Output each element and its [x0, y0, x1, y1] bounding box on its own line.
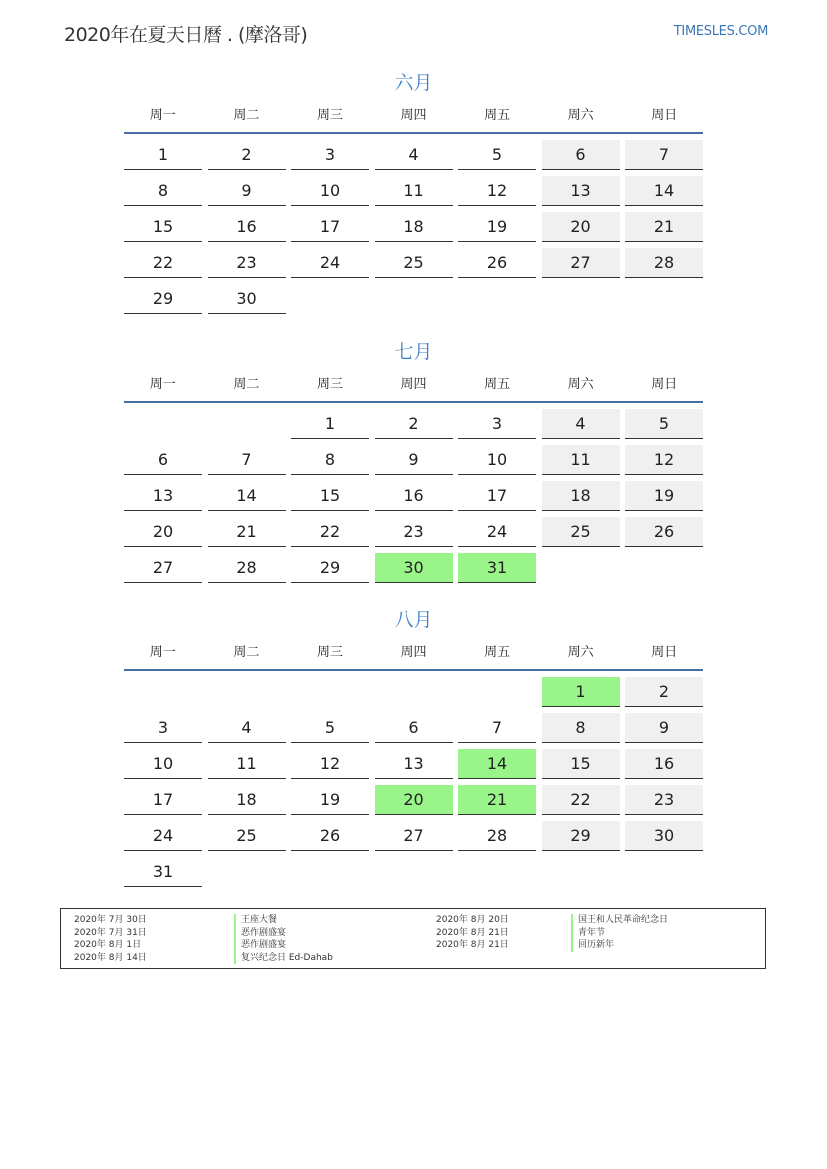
day-cell[interactable]: 28	[625, 248, 703, 278]
day-cell[interactable]: 25	[375, 248, 453, 278]
day-cell[interactable]: 24	[291, 248, 369, 278]
site-name[interactable]: TIMESLES.COM	[673, 24, 768, 39]
day-cell[interactable]: 27	[542, 248, 620, 278]
day-cell[interactable]: 2	[208, 140, 286, 170]
empty-cell	[208, 409, 286, 439]
day-cell[interactable]: 3	[124, 713, 202, 743]
day-cell[interactable]: 3	[458, 409, 536, 439]
empty-cell	[458, 677, 536, 707]
holiday-name: 恶作剧盛宴	[234, 927, 333, 940]
day-cell[interactable]: 11	[208, 749, 286, 779]
empty-cell	[208, 677, 286, 707]
day-cell[interactable]: 10	[458, 445, 536, 475]
day-cell[interactable]: 9	[375, 445, 453, 475]
day-cell[interactable]: 29	[542, 821, 620, 851]
month-title: 七月	[394, 341, 433, 363]
day-cell[interactable]: 4	[375, 140, 453, 170]
day-cell[interactable]: 26	[291, 821, 369, 851]
weekday-label: 周二	[233, 108, 260, 123]
day-grid	[124, 677, 703, 893]
day-cell[interactable]: 14	[625, 176, 703, 206]
day-cell[interactable]: 31	[124, 857, 202, 887]
day-cell[interactable]: 12	[458, 176, 536, 206]
day-cell[interactable]: 19	[625, 481, 703, 511]
weekday-label: 周一	[149, 108, 176, 123]
day-cell[interactable]: 1	[124, 140, 202, 170]
day-cell[interactable]: 17	[291, 212, 369, 242]
weekday-header	[124, 106, 703, 134]
weekday-label: 周五	[484, 377, 511, 392]
weekday-header	[124, 643, 703, 671]
weekday-header	[124, 375, 703, 403]
day-cell[interactable]: 30	[625, 821, 703, 851]
day-cell[interactable]: 6	[375, 713, 453, 743]
day-cell[interactable]: 25	[542, 517, 620, 547]
day-cell[interactable]: 7	[458, 713, 536, 743]
day-cell[interactable]: 20	[542, 212, 620, 242]
day-cell[interactable]: 5	[625, 409, 703, 439]
day-cell[interactable]: 15	[542, 749, 620, 779]
day-cell[interactable]: 22	[291, 517, 369, 547]
day-cell[interactable]: 20	[124, 517, 202, 547]
day-cell[interactable]: 23	[208, 248, 286, 278]
day-cell[interactable]: 30	[208, 284, 286, 314]
day-cell[interactable]: 27	[375, 821, 453, 851]
day-cell[interactable]: 4	[542, 409, 620, 439]
holiday-name: 回历新年	[571, 939, 668, 952]
day-cell[interactable]: 15	[124, 212, 202, 242]
day-grid	[124, 409, 703, 589]
day-cell[interactable]: 18	[208, 785, 286, 815]
day-cell[interactable]: 31	[458, 553, 536, 583]
day-cell[interactable]: 29	[291, 553, 369, 583]
day-cell[interactable]: 5	[291, 713, 369, 743]
weekday-label: 周四	[400, 108, 427, 123]
day-cell[interactable]: 30	[375, 553, 453, 583]
day-cell[interactable]: 12	[625, 445, 703, 475]
day-cell[interactable]: 28	[208, 553, 286, 583]
day-cell[interactable]: 22	[542, 785, 620, 815]
weekday-label: 周五	[484, 108, 511, 123]
day-cell[interactable]: 21	[458, 785, 536, 815]
weekday-label: 周六	[567, 377, 594, 392]
day-cell[interactable]: 11	[375, 176, 453, 206]
empty-cell	[291, 677, 369, 707]
holiday-name: 恶作剧盛宴	[234, 939, 333, 952]
weekday-label: 周三	[316, 108, 343, 123]
day-cell[interactable]: 18	[375, 212, 453, 242]
holiday-dates-left	[74, 914, 147, 964]
day-cell[interactable]: 2	[625, 677, 703, 707]
day-cell[interactable]: 25	[208, 821, 286, 851]
holiday-names-right	[571, 914, 668, 952]
weekday-label: 周日	[651, 108, 678, 123]
holiday-date: 2020年 7月 31日	[74, 927, 147, 938]
holiday-date: 2020年 8月 14日	[74, 952, 147, 963]
day-cell[interactable]: 12	[291, 749, 369, 779]
empty-cell	[124, 677, 202, 707]
day-cell[interactable]: 18	[542, 481, 620, 511]
day-cell[interactable]: 17	[124, 785, 202, 815]
day-grid	[124, 140, 703, 320]
day-cell[interactable]: 9	[208, 176, 286, 206]
day-cell[interactable]: 14	[458, 749, 536, 779]
day-cell[interactable]: 5	[458, 140, 536, 170]
weekday-label: 周三	[316, 377, 343, 392]
empty-cell	[124, 409, 202, 439]
day-cell[interactable]: 19	[291, 785, 369, 815]
day-cell[interactable]: 16	[375, 481, 453, 511]
day-cell[interactable]: 15	[291, 481, 369, 511]
day-cell[interactable]: 1	[291, 409, 369, 439]
holiday-date: 2020年 8月 21日	[436, 940, 509, 950]
weekday-label: 周二	[233, 377, 260, 392]
month-title: 八月	[394, 609, 433, 631]
day-cell[interactable]: 24	[124, 821, 202, 851]
day-cell[interactable]: 28	[458, 821, 536, 851]
holiday-list	[60, 908, 766, 969]
day-cell[interactable]: 19	[458, 212, 536, 242]
day-cell[interactable]: 10	[291, 176, 369, 206]
day-cell[interactable]: 13	[375, 749, 453, 779]
weekday-label: 周六	[567, 108, 594, 123]
holiday-name: 王座大餐	[234, 914, 333, 927]
day-cell[interactable]: 23	[625, 785, 703, 815]
day-cell[interactable]: 6	[124, 445, 202, 475]
holiday-date: 2020年 8月 21日	[436, 927, 509, 938]
holiday-date: 2020年 8月 1日	[74, 940, 142, 950]
empty-cell	[375, 677, 453, 707]
weekday-label: 周五	[484, 645, 511, 660]
day-cell[interactable]: 13	[124, 481, 202, 511]
weekday-label: 周一	[149, 645, 176, 660]
day-cell[interactable]: 11	[542, 445, 620, 475]
day-cell[interactable]: 3	[291, 140, 369, 170]
day-cell[interactable]: 7	[208, 445, 286, 475]
day-cell[interactable]: 24	[458, 517, 536, 547]
holiday-name: 青年节	[571, 927, 668, 940]
weekday-label: 周四	[400, 645, 427, 660]
day-cell[interactable]: 26	[625, 517, 703, 547]
day-cell[interactable]: 16	[208, 212, 286, 242]
month-title: 六月	[394, 72, 433, 94]
weekday-label: 周四	[400, 377, 427, 392]
day-cell[interactable]: 23	[375, 517, 453, 547]
day-cell[interactable]: 29	[124, 284, 202, 314]
day-cell[interactable]: 8	[542, 713, 620, 743]
holiday-date: 2020年 7月 30日	[74, 915, 147, 925]
day-cell[interactable]: 1	[542, 677, 620, 707]
day-cell[interactable]: 27	[124, 553, 202, 583]
month-june	[124, 70, 703, 320]
day-cell[interactable]: 22	[124, 248, 202, 278]
day-cell[interactable]: 14	[208, 481, 286, 511]
day-cell[interactable]: 4	[208, 713, 286, 743]
day-cell[interactable]: 8	[124, 176, 202, 206]
day-cell[interactable]: 21	[208, 517, 286, 547]
day-cell[interactable]: 2	[375, 409, 453, 439]
day-cell[interactable]: 21	[625, 212, 703, 242]
weekday-label: 周一	[149, 377, 176, 392]
weekday-label: 周六	[567, 645, 594, 660]
holiday-date: 2020年 8月 20日	[436, 915, 509, 925]
day-cell[interactable]: 20	[375, 785, 453, 815]
day-cell[interactable]: 13	[542, 176, 620, 206]
weekday-label: 周三	[316, 645, 343, 660]
page-title: 2020年在夏天日曆 . (摩洛哥)	[64, 24, 308, 46]
weekday-label: 周日	[651, 645, 678, 660]
weekday-label: 周日	[651, 377, 678, 392]
day-cell[interactable]: 6	[542, 140, 620, 170]
holiday-name: 国王和人民革命纪念日	[571, 914, 668, 927]
holiday-dates-right	[436, 914, 509, 952]
weekday-label: 周二	[233, 645, 260, 660]
day-cell[interactable]: 9	[625, 713, 703, 743]
day-cell[interactable]: 17	[458, 481, 536, 511]
holiday-names-left	[234, 914, 333, 964]
month-july	[124, 339, 703, 589]
month-august	[124, 607, 703, 893]
day-cell[interactable]: 16	[625, 749, 703, 779]
day-cell[interactable]: 7	[625, 140, 703, 170]
day-cell[interactable]: 8	[291, 445, 369, 475]
holiday-name: 复兴纪念日 Ed-Dahab	[234, 952, 333, 965]
day-cell[interactable]: 10	[124, 749, 202, 779]
day-cell[interactable]: 26	[458, 248, 536, 278]
